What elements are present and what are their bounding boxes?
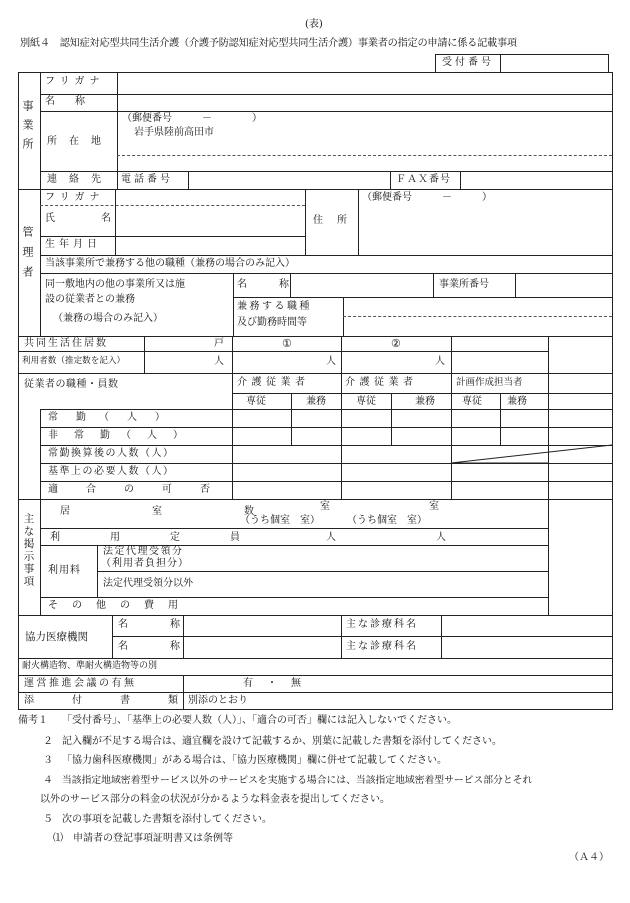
staff-label: 従業者の職種・員数 [24,379,119,390]
site-name-label: 名 称 [237,279,293,290]
medical-name-label-2: 名 称 [118,641,196,652]
unit-2-label: ② [391,337,401,350]
medical-label: 協力医療機関 [25,631,88,643]
same-site-label-3: （兼務の場合のみ記入） [53,313,163,324]
fee-label: 利用料 [48,565,81,576]
remark-3: 「協力歯科医療機関」がある場合は、「協力医療機関」欄に併せて記載してください。 [62,755,447,766]
manager-postal-code: （郵便番号 － ） [362,192,492,203]
capacity-label: 利 用 定 員 [50,532,260,543]
job-label-2: 及び勤務時間等 [237,317,307,328]
same-site-label-1: 同一敷地内の他の事業所又は施 [45,279,185,290]
document-title: 別紙４ 認知症対応型共同生活介護（介護予防認知症対応型共同生活介護）事業者の指定の申請に係る記載事項 [20,38,517,49]
remark-3-number: ３ [43,755,53,766]
rooms-label: 居 室 数 [60,506,290,517]
remark-5-item-1: ⑴ 申請者の登記事項証明書又は条例等 [53,833,233,844]
office-phone-label: 電話番号 [121,174,173,185]
manager-section-label: 管理者 [21,226,34,286]
private-rooms-2: （うち個室 室） [347,515,427,526]
office-contact-label: 連絡先 [47,174,113,185]
office-postal-code: （郵便番号 － ） [122,113,262,124]
site-number-label: 事業所番号 [439,279,489,290]
remark-4-line-1: 当該指定地域密着型サービス以外のサービスを実施する場合には、当該指定地域密着型サービス部分とそれ [62,775,533,786]
office-name-label: 名 称 [45,96,90,107]
staff-row-fulltime: 常 勤 （ 人 ） [48,412,169,423]
private-rooms-1: （うち個室 室） [240,515,320,526]
remark-5: 次の事項を記載した書類を添付してください。 [62,814,272,825]
manager-address-label: 住所 [313,215,361,226]
full-time-header-3: 専従 [462,396,482,407]
full-time-header-1: 専従 [246,396,266,407]
remark-4-line-2: 以外のサービス部分の料金の状況が分かるような料金表を提出してください。 [40,794,390,805]
office-fax-label: ＦＡＸ番号 [396,174,451,185]
same-site-label-2: 設の従業者との兼務 [45,294,135,305]
planner-header: 計画作成担当者 [456,377,523,388]
care-staff-header-1: 介護従業者 [237,377,310,388]
office-city: 岩手県陸前高田市 [134,127,214,138]
office-address-label: 所在地 [47,136,113,147]
fireproof-label: 耐火構造物、準耐火構造物等の別 [22,661,158,671]
staff-row-converted: 常勤換算後の人数（人） [48,448,175,459]
rooms-unit-1: 室 [320,501,330,512]
manager-furigana-label: フリガナ [45,192,105,203]
capacity-unit-1: 人 [326,532,336,543]
reception-no-label: 受付番号 [442,57,494,68]
side-label: (表) [305,19,323,30]
attached-docs-value: 別添のとおり [188,695,248,706]
staff-row-conformity: 適 合 の 可 否 [48,484,219,495]
manager-name-label: 氏 名 [45,213,129,224]
remark-2-number: ２ [43,736,53,747]
staff-row-required: 基準上の必要人数（人） [48,466,175,477]
part-time-header-1: 兼務 [306,396,326,407]
proxy-receipt-label: 法定代理受領分 [103,546,184,557]
medical-dept-label-1: 主な診療科名 [346,619,418,630]
office-section-label: 事業所 [21,100,34,157]
remark-1: 「受付番号」、「基準上の必要人数（人）」、「適合の可否」欄には記入しないでください。 [62,715,457,726]
part-time-header-2: 兼務 [415,396,435,407]
manager-birth-label: 生年月日 [45,239,101,250]
medical-name-label-1: 名 称 [118,619,196,630]
part-time-header-3: 兼務 [507,396,527,407]
job-label-1: 兼務する職種 [237,301,312,312]
users-unit-2: 人 [326,356,336,367]
remark-5-number: ５ [43,814,53,825]
remark-4-number: ４ [43,775,53,786]
paper-size-mark: （Ａ４） [569,852,609,863]
staff-row-parttime: 非 常 勤 （ 人 ） [48,430,186,441]
rooms-unit-2: 室 [429,501,439,512]
user-burden-label: （利用者負担分） [101,558,189,569]
remark-2: 記入欄が不足する場合は、適宜欄を設けて記載するか、別葉に記載した書類を添付してください。 [62,736,502,747]
remarks-prefix: 備考１ [18,715,48,726]
capacity-unit-2: 人 [436,532,446,543]
council-value: 有 ・ 無 [243,678,303,689]
units-count-unit: 戸 [214,338,224,349]
users-unit-3: 人 [435,356,445,367]
units-count-label: 共同生活住居数 [24,338,108,349]
unit-1-label: ① [282,337,292,350]
users-count-label: 利用者数（推定数を記入） [22,356,126,366]
medical-dept-label-2: 主な診療科名 [346,641,418,652]
main-items-label: 主な掲示事項 [22,513,35,588]
users-unit-1: 人 [214,356,224,367]
care-staff-header-2: 介護従業者 [345,377,418,388]
council-label: 運営推進会議の有無 [24,678,137,689]
full-time-header-2: 専従 [356,396,376,407]
other-job-label: 当該事業所で兼務する他の職種（兼務の場合のみ記入） [45,258,295,269]
attached-docs-label: 添 付 書 類 [24,695,192,706]
non-proxy-label: 法定代理受領分以外 [103,578,193,589]
office-furigana-label: フリガナ [45,76,105,87]
other-costs-label: その他の費用 [48,600,192,611]
